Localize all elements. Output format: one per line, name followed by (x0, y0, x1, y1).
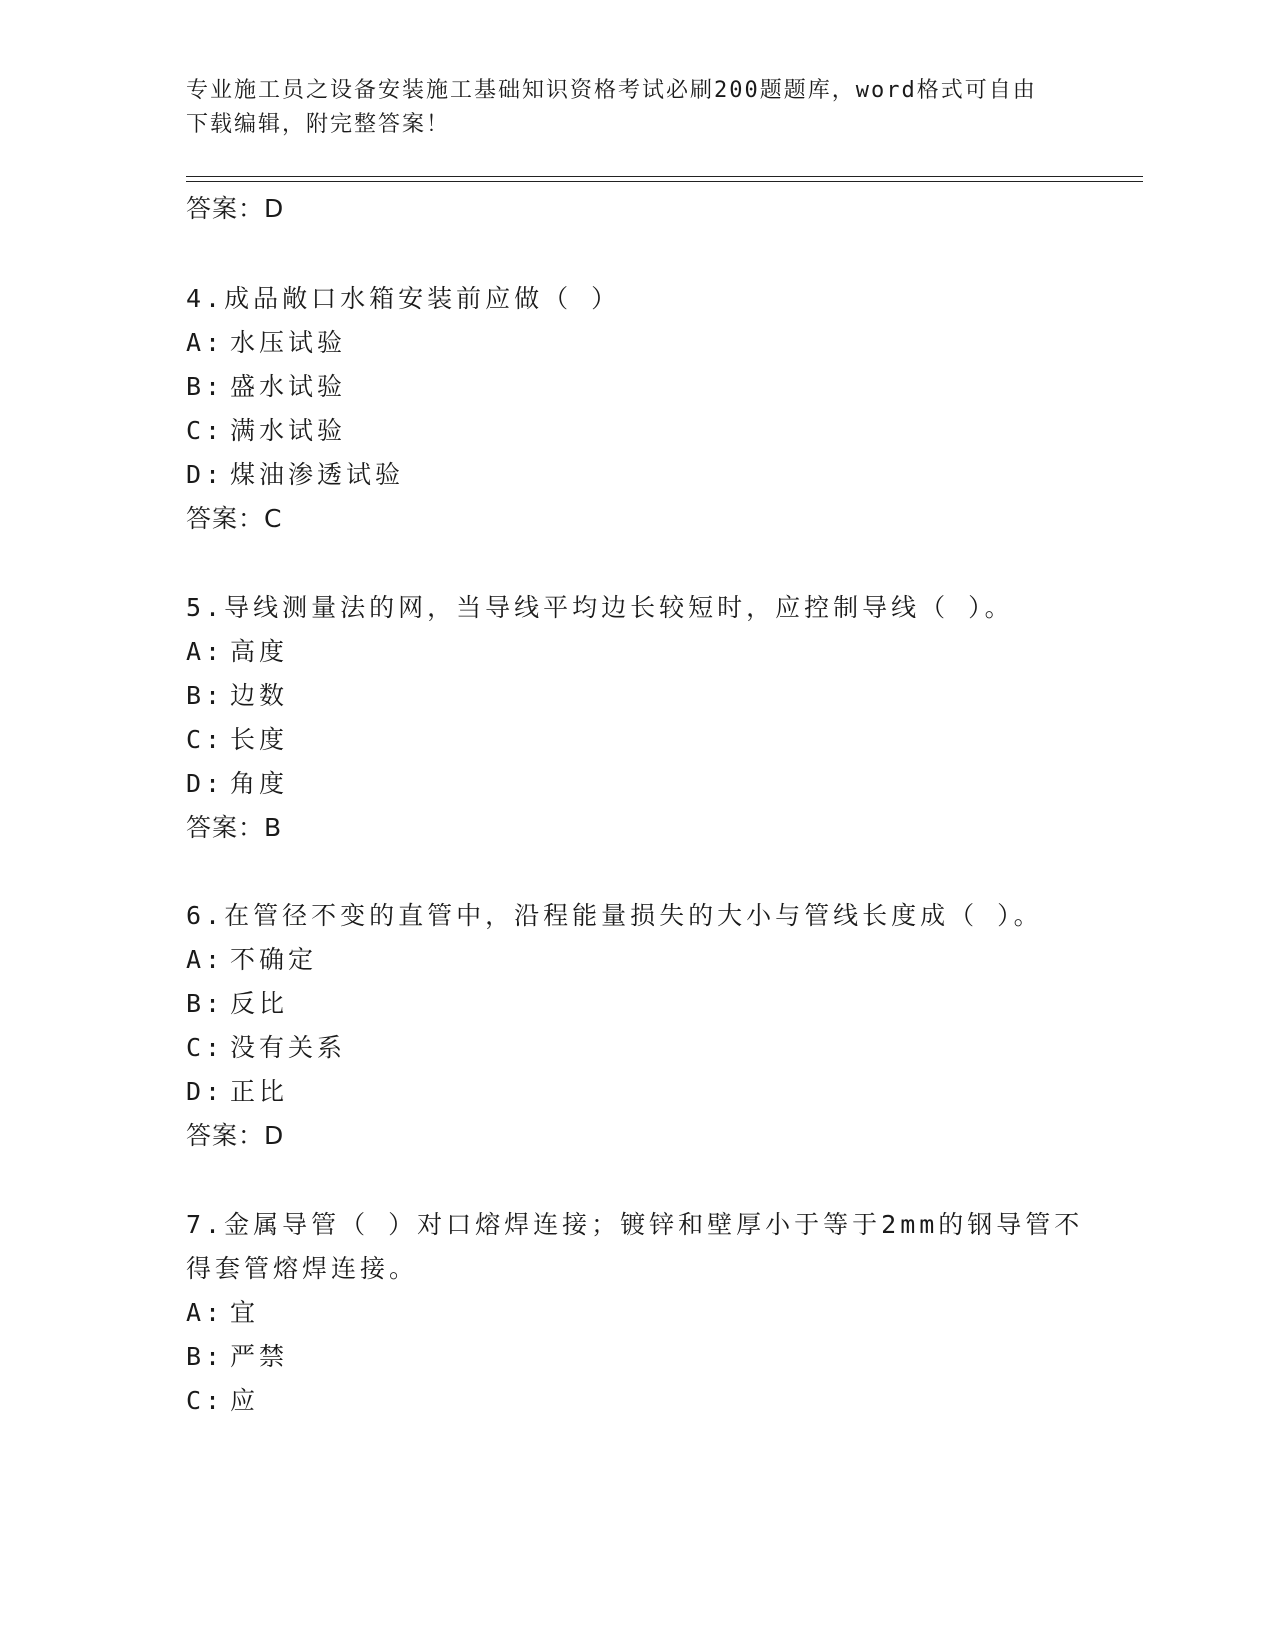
option-item (186, 415, 346, 447)
header-line-1: 专业施工员之设备安装施工基础知识资格考试必刷200题题库，word格式可自由 (186, 78, 1037, 103)
option-item (186, 1032, 346, 1064)
option-item (186, 1341, 288, 1373)
option-text: 角度 (230, 769, 289, 798)
option-text: 宜 (230, 1298, 260, 1327)
option-item (186, 327, 346, 359)
option-letter: A: (186, 328, 225, 357)
option-letter: A: (186, 1298, 225, 1327)
answer-line: 答案：D (186, 194, 285, 223)
option-text: 长度 (230, 725, 289, 754)
option-text: 没有关系 (230, 1033, 347, 1062)
option-letter: B: (186, 681, 225, 710)
option-letter: C: (186, 1033, 225, 1062)
question-stem-continued: 得套管熔焊连接。 (186, 1254, 419, 1283)
option-text: 应 (230, 1386, 260, 1415)
answer-line: 答案：C (186, 504, 283, 533)
document-header (186, 74, 1086, 142)
header-line-2: 下载编辑，附完整答案！ (186, 112, 451, 137)
option-letter: D: (186, 460, 225, 489)
option-letter: C: (186, 725, 225, 754)
option-letter: D: (186, 769, 225, 798)
answer-line: 答案：D (186, 1121, 285, 1150)
question-stem: 4.成品敞口水箱安装前应做（ ） (186, 284, 621, 313)
option-text: 高度 (230, 637, 289, 666)
header-divider-bottom (186, 181, 1143, 182)
option-item (186, 724, 288, 756)
option-letter: C: (186, 416, 225, 445)
option-text: 严禁 (230, 1342, 289, 1371)
option-letter: B: (186, 1342, 225, 1371)
option-item (186, 636, 288, 668)
header-divider-top (186, 176, 1143, 177)
option-text: 边数 (230, 681, 289, 710)
option-text: 煤油渗透试验 (230, 460, 405, 489)
option-letter: B: (186, 989, 225, 1018)
option-text: 水压试验 (230, 328, 347, 357)
option-item (186, 680, 288, 712)
question-stem: 5.导线测量法的网，当导线平均边长较短时，应控制导线（ ）。 (186, 593, 1014, 622)
option-letter: C: (186, 1386, 225, 1415)
option-item (186, 944, 317, 976)
option-item (186, 459, 404, 491)
option-letter: B: (186, 372, 225, 401)
answer-line: 答案：B (186, 813, 283, 842)
option-letter: A: (186, 945, 225, 974)
option-text: 满水试验 (230, 416, 347, 445)
option-item (186, 1297, 259, 1329)
option-text: 盛水试验 (230, 372, 347, 401)
option-item (186, 1076, 288, 1108)
option-letter: A: (186, 637, 225, 666)
option-text: 不确定 (230, 945, 318, 974)
option-item (186, 988, 288, 1020)
question-stem: 7.金属导管（ ）对口熔焊连接；镀锌和壁厚小于等于2mm的钢导管不 (186, 1210, 1084, 1239)
option-item (186, 371, 346, 403)
option-item (186, 1385, 259, 1417)
option-letter: D: (186, 1077, 225, 1106)
question-stem: 6.在管径不变的直管中，沿程能量损失的大小与管线长度成（ ）。 (186, 901, 1043, 930)
option-item (186, 768, 288, 800)
option-text: 反比 (230, 989, 289, 1018)
option-text: 正比 (230, 1077, 289, 1106)
